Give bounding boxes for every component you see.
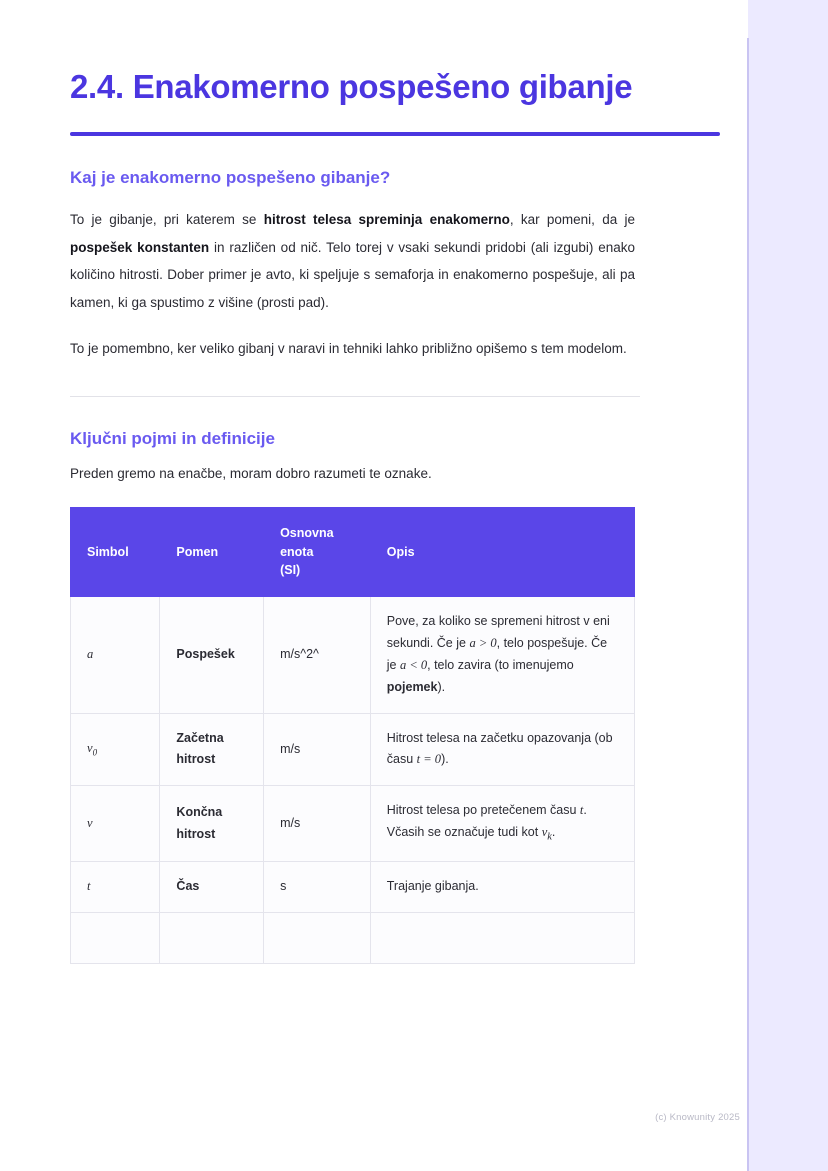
watermark: (c) Knowunity 2025 [655, 1112, 740, 1123]
cell-symbol [71, 912, 160, 963]
desc-part: ). [437, 679, 446, 694]
table-header-row [71, 507, 635, 596]
symbol-text: t [87, 878, 91, 893]
desc-part: Hitrost telesa na začetku opazovanja (ob času [386, 730, 613, 767]
section-heading-concepts: Ključni pojmi in definicije [70, 429, 275, 449]
desc-part: Trajanje gibanja. [386, 878, 479, 893]
table-header-symbol: Simbol [71, 507, 160, 596]
concepts-table-body [71, 597, 635, 964]
intro-bold-2: pospešek konstanten [70, 239, 210, 255]
table-row [71, 597, 635, 714]
desc-math-sub: k [547, 831, 552, 843]
cell-unit [264, 912, 371, 963]
cell-symbol [71, 713, 160, 786]
cell-symbol [71, 861, 160, 912]
meaning-line: hitrost [176, 826, 216, 841]
table-header-unit [264, 507, 371, 596]
meaning-line: Začetna [176, 730, 224, 745]
title-underline [70, 132, 720, 136]
cell-unit: m/s [264, 713, 371, 786]
section-divider [70, 396, 640, 397]
desc-math: v [541, 825, 548, 840]
concepts-table-head [71, 507, 635, 596]
document-content [70, 0, 635, 964]
page-side-strip [748, 0, 828, 1171]
table-header-meaning: Pomen [160, 507, 264, 596]
desc-math: t [579, 803, 584, 818]
cell-meaning [160, 713, 264, 786]
intro-text-pre: To je gibanje, pri katerem se [70, 211, 264, 227]
cell-desc [370, 861, 634, 912]
symbol-text: a [87, 646, 94, 661]
desc-part: , telo pospešuje. Če je [386, 635, 608, 672]
desc-part: ). [441, 752, 449, 767]
symbol-text: v [87, 740, 93, 755]
desc-part: . Včasih se označuje tudi kot [386, 803, 587, 840]
cell-unit: s [264, 861, 371, 912]
desc-math: t = 0 [416, 752, 442, 767]
cell-symbol [71, 786, 160, 862]
table-row [71, 713, 635, 786]
concepts-table [70, 507, 635, 964]
intro-paragraph-1 [70, 206, 635, 317]
cell-meaning [160, 912, 264, 963]
cell-desc [370, 597, 634, 714]
meaning-line: hitrost [176, 752, 216, 767]
table-row [71, 786, 635, 862]
meaning-line: Končna [176, 804, 223, 819]
table-header-unit-line-2: enota [280, 544, 314, 559]
table-row-partial [71, 912, 635, 963]
desc-part: , telo zavira (to imenujemo [427, 657, 574, 672]
cell-symbol [71, 597, 160, 714]
cell-desc [370, 786, 634, 862]
desc-bold: pojemek [386, 679, 438, 694]
table-header-unit-line-3: (SI) [280, 563, 301, 578]
intro-paragraph-2: To je pomembno, ker veliko gibanj v naravi in tehniki lahko približno opišemo s tem modelom. [70, 340, 627, 356]
intro-text-post: in različen od nič. Telo torej v vsaki sekundi pridobi (ali izgubi) enako količino hitrosti. Dober primer je avto, ki speljuje s semaforja in enakomerno pospešuje, ali pa kamen, ki ga spustimo z višine (prosti pad). [70, 239, 635, 310]
section-heading-intro: Kaj je enakomerno pospešeno gibanje? [70, 167, 391, 187]
page-side-rule [747, 38, 749, 1171]
cell-meaning: Pospešek [160, 597, 264, 714]
cell-meaning [160, 786, 264, 862]
cell-unit: m/s^2^ [264, 597, 371, 714]
desc-part: . [551, 825, 556, 840]
table-row [71, 861, 635, 912]
cell-unit: m/s [264, 786, 371, 862]
cell-desc [370, 713, 634, 786]
symbol-subscript: 0 [92, 747, 98, 758]
table-header-unit-line-1: Osnovna [280, 525, 334, 540]
cell-desc [370, 912, 634, 963]
desc-part: Pove, za koliko se spremeni hitrost v eni sekundi. Če je [386, 614, 610, 650]
desc-math: a < 0 [399, 657, 428, 672]
page-title: 2.4. Enakomerno pospešeno gibanje [70, 68, 633, 105]
concepts-lead-text: Preden gremo na enačbe, moram dobro razumeti te oznake. [70, 466, 432, 482]
table-header-desc: Opis [370, 507, 634, 596]
intro-bold-1: hitrost telesa spreminja enakomerno [263, 211, 510, 227]
desc-part: Hitrost telesa po pretečenem času [386, 803, 580, 818]
symbol-text: v [87, 815, 93, 830]
desc-math: a > 0 [469, 635, 497, 650]
cell-meaning: Čas [160, 861, 264, 912]
intro-text-mid: , kar pomeni, da je [509, 211, 635, 227]
